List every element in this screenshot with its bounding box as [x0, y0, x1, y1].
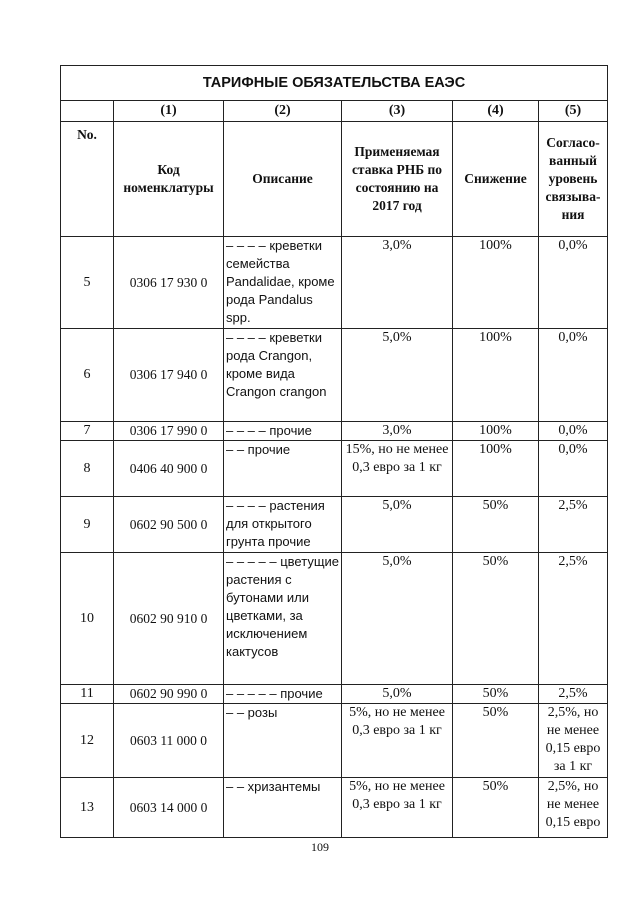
header-reduction: Снижение: [453, 122, 539, 237]
row-description: – – прочие: [224, 441, 342, 497]
row-reduction: 50%: [453, 497, 539, 553]
column-number-row: [61, 101, 608, 122]
table-body: [61, 237, 608, 838]
row-reduction: 100%: [453, 422, 539, 441]
row-rate: 5%, но не менее 0,3 евро за 1 кг: [342, 778, 453, 838]
row-number: 12: [61, 704, 114, 778]
row-code: 0306 17 940 0: [114, 329, 224, 422]
row-code: 0602 90 500 0: [114, 497, 224, 553]
row-bound: 0,0%: [539, 329, 608, 422]
row-rate: 5,0%: [342, 497, 453, 553]
row-reduction: 50%: [453, 778, 539, 838]
row-number: 11: [61, 685, 114, 704]
row-bound: 2,5%: [539, 553, 608, 685]
row-reduction: 100%: [453, 441, 539, 497]
row-rate: 3,0%: [342, 237, 453, 329]
row-description: – – – – креветки семейства Pandalidae, кроме рода Pandalus spp.: [224, 237, 342, 329]
row-rate: 5,0%: [342, 685, 453, 704]
row-number: 7: [61, 422, 114, 441]
row-bound: 2,5%, но не менее 0,15 евро за 1 кг: [539, 704, 608, 778]
row-description: – – розы: [224, 704, 342, 778]
row-number: 10: [61, 553, 114, 685]
table-row: [61, 778, 608, 838]
row-description: – – – – растения для открытого грунта прочие: [224, 497, 342, 553]
row-code: 0602 90 910 0: [114, 553, 224, 685]
table-row: [61, 237, 608, 329]
row-description: – – – – – цветущие растения с бутонами или цветками, за исключением кактусов: [224, 553, 342, 685]
table-row: [61, 553, 608, 685]
row-reduction: 50%: [453, 553, 539, 685]
row-reduction: 50%: [453, 704, 539, 778]
row-rate: 5%, но не менее 0,3 евро за 1 кг: [342, 704, 453, 778]
row-number: 5: [61, 237, 114, 329]
row-number: 9: [61, 497, 114, 553]
row-rate: 15%, но не менее 0,3 евро за 1 кг: [342, 441, 453, 497]
title-row: [61, 66, 608, 101]
column-number: (2): [224, 101, 342, 122]
header-description: Описание: [224, 122, 342, 237]
row-description: – – – – – прочие: [224, 685, 342, 704]
row-code: 0602 90 990 0: [114, 685, 224, 704]
row-description: – – хризантемы: [224, 778, 342, 838]
table-row: [61, 422, 608, 441]
row-code: 0603 11 000 0: [114, 704, 224, 778]
header-row: [61, 122, 608, 237]
row-reduction: 50%: [453, 685, 539, 704]
row-description: – – – – креветки рода Crangon, кроме вида Crangon crangon: [224, 329, 342, 422]
row-bound: 0,0%: [539, 237, 608, 329]
tariff-table: [60, 65, 608, 838]
row-bound: 2,5%, но не менее 0,15 евро: [539, 778, 608, 838]
header-rate: Применяемая ставка РНБ по состоянию на 2017 год: [342, 122, 453, 237]
table-row: [61, 685, 608, 704]
row-code: 0306 17 990 0: [114, 422, 224, 441]
header-no: No.: [61, 122, 114, 237]
row-rate: 5,0%: [342, 553, 453, 685]
table-row: [61, 497, 608, 553]
header-bound: Согласо-ванный уровень связыва-ния: [539, 122, 608, 237]
table-row: [61, 704, 608, 778]
row-code: 0306 17 930 0: [114, 237, 224, 329]
row-rate: 3,0%: [342, 422, 453, 441]
row-bound: 2,5%: [539, 685, 608, 704]
row-code: 0603 14 000 0: [114, 778, 224, 838]
column-number: (5): [539, 101, 608, 122]
row-number: 6: [61, 329, 114, 422]
row-reduction: 100%: [453, 237, 539, 329]
column-number: (1): [114, 101, 224, 122]
row-bound: 0,0%: [539, 441, 608, 497]
row-number: 13: [61, 778, 114, 838]
row-reduction: 100%: [453, 329, 539, 422]
column-number: (3): [342, 101, 453, 122]
row-bound: 2,5%: [539, 497, 608, 553]
header-code: Код номенклатуры: [114, 122, 224, 237]
row-number: 8: [61, 441, 114, 497]
row-rate: 5,0%: [342, 329, 453, 422]
table-row: [61, 329, 608, 422]
row-description: – – – – прочие: [224, 422, 342, 441]
table-title: ТАРИФНЫЕ ОБЯЗАТЕЛЬСТВА ЕАЭС: [61, 66, 608, 101]
page-number: 109: [311, 840, 329, 854]
column-number: (4): [453, 101, 539, 122]
row-bound: 0,0%: [539, 422, 608, 441]
table-row: [61, 441, 608, 497]
row-code: 0406 40 900 0: [114, 441, 224, 497]
column-number-blank: [61, 101, 114, 122]
